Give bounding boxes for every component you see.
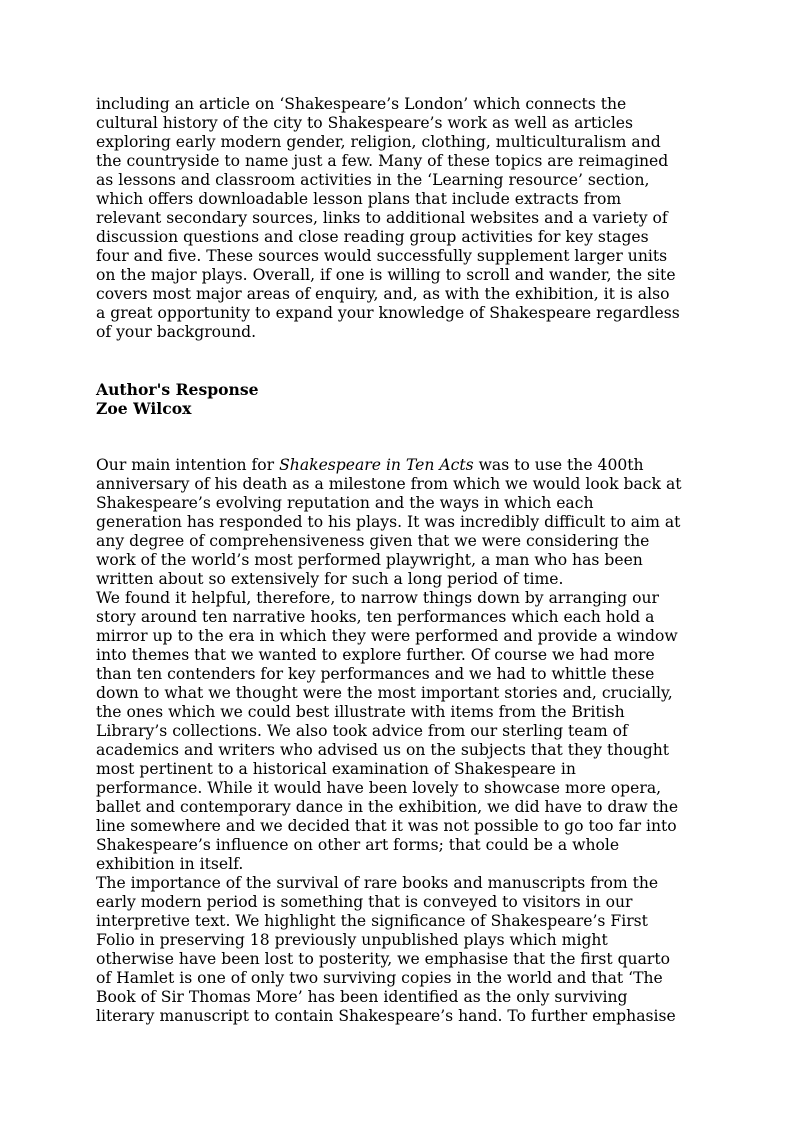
section-heading-block <box>96 380 710 418</box>
p1-rest-text: was to use the 400th anniversary of his death as a milestone from which we would look back at Shakespeare’s evolving reputation and the ways in which each generation has responded to his plays. It was incredibly difficult to aim at any degree of comprehensiveness given that we were considering the work of the world’s most performed playwright, a man who has been written about so extensively for such a long period of time. <box>96 456 682 588</box>
response-paragraph-3: The importance of the survival of rare books and manuscripts from the early modern period is something that is conveyed to visitors in our interpretive text. We highlight the significance of Shakespeare’s First Folio in preserving 18 previously unpublished plays which might otherwise have been lost to posterity, we emphasise that the first quarto of Hamlet is one of only two surviving copies in the world and that ‘The Book of Sir Thomas More’ has been identified as the only surviving literary manuscript to contain Shakespeare’s hand. To further emphasise <box>96 874 676 1025</box>
response-paragraph-1 <box>96 456 710 589</box>
response-paragraph-2: We found it helpful, therefore, to narrow things down by arranging our story around ten narrative hooks, ten performances which each hold a mirror up to the era in which they were performed and provide a window into themes that we wanted to explore further. Of course we had more than ten contenders for key performances and we had to whittle these down to what we thought were the most important stories and, crucially, the ones which we could best illustrate with items from the British Library’s collections. We also took advice from our sterling team of academics and writers who advised us on the subjects that they thought most pertinent to a historical examination of Shakespeare in performance. While it would have been lovely to showcase more opera, ballet and contemporary dance in the exhibition, we did have to draw the line somewhere and we decided that it was not possible to go too far into Shakespeare’s influence on other art forms; that could be a whole exhibition in itself. <box>96 589 679 873</box>
exhibition-title: Shakespeare in Ten Acts <box>279 456 474 474</box>
document-page <box>96 95 710 1026</box>
author-name: Zoe Wilcox <box>96 399 192 418</box>
response-body <box>96 456 710 1026</box>
intro-paragraph: including an article on ‘Shakespeare’s London’ which connects the cultural history of the city to Shakespeare’s work as well as articles exploring early modern gender, religion, clothing, multiculturalism and the countryside to name just a few. Many of these topics are reimagined as lessons and classroom activities in the ‘Learning resource’ section, which offers downloadable lesson plans that include extracts from relevant secondary sources, links to additional websites and a variety of discussion questions and close reading group activities for key stages four and five. These sources would successfully supplement larger units on the major plays. Overall, if one is willing to scroll and wander, the site covers most major areas of enquiry, and, as with the exhibition, it is also a great opportunity to expand your knowledge of Shakespeare regardless of your background. <box>96 95 680 341</box>
section-heading: Author's Response <box>96 380 259 399</box>
p1-lead-text: Our main intention for <box>96 456 280 474</box>
